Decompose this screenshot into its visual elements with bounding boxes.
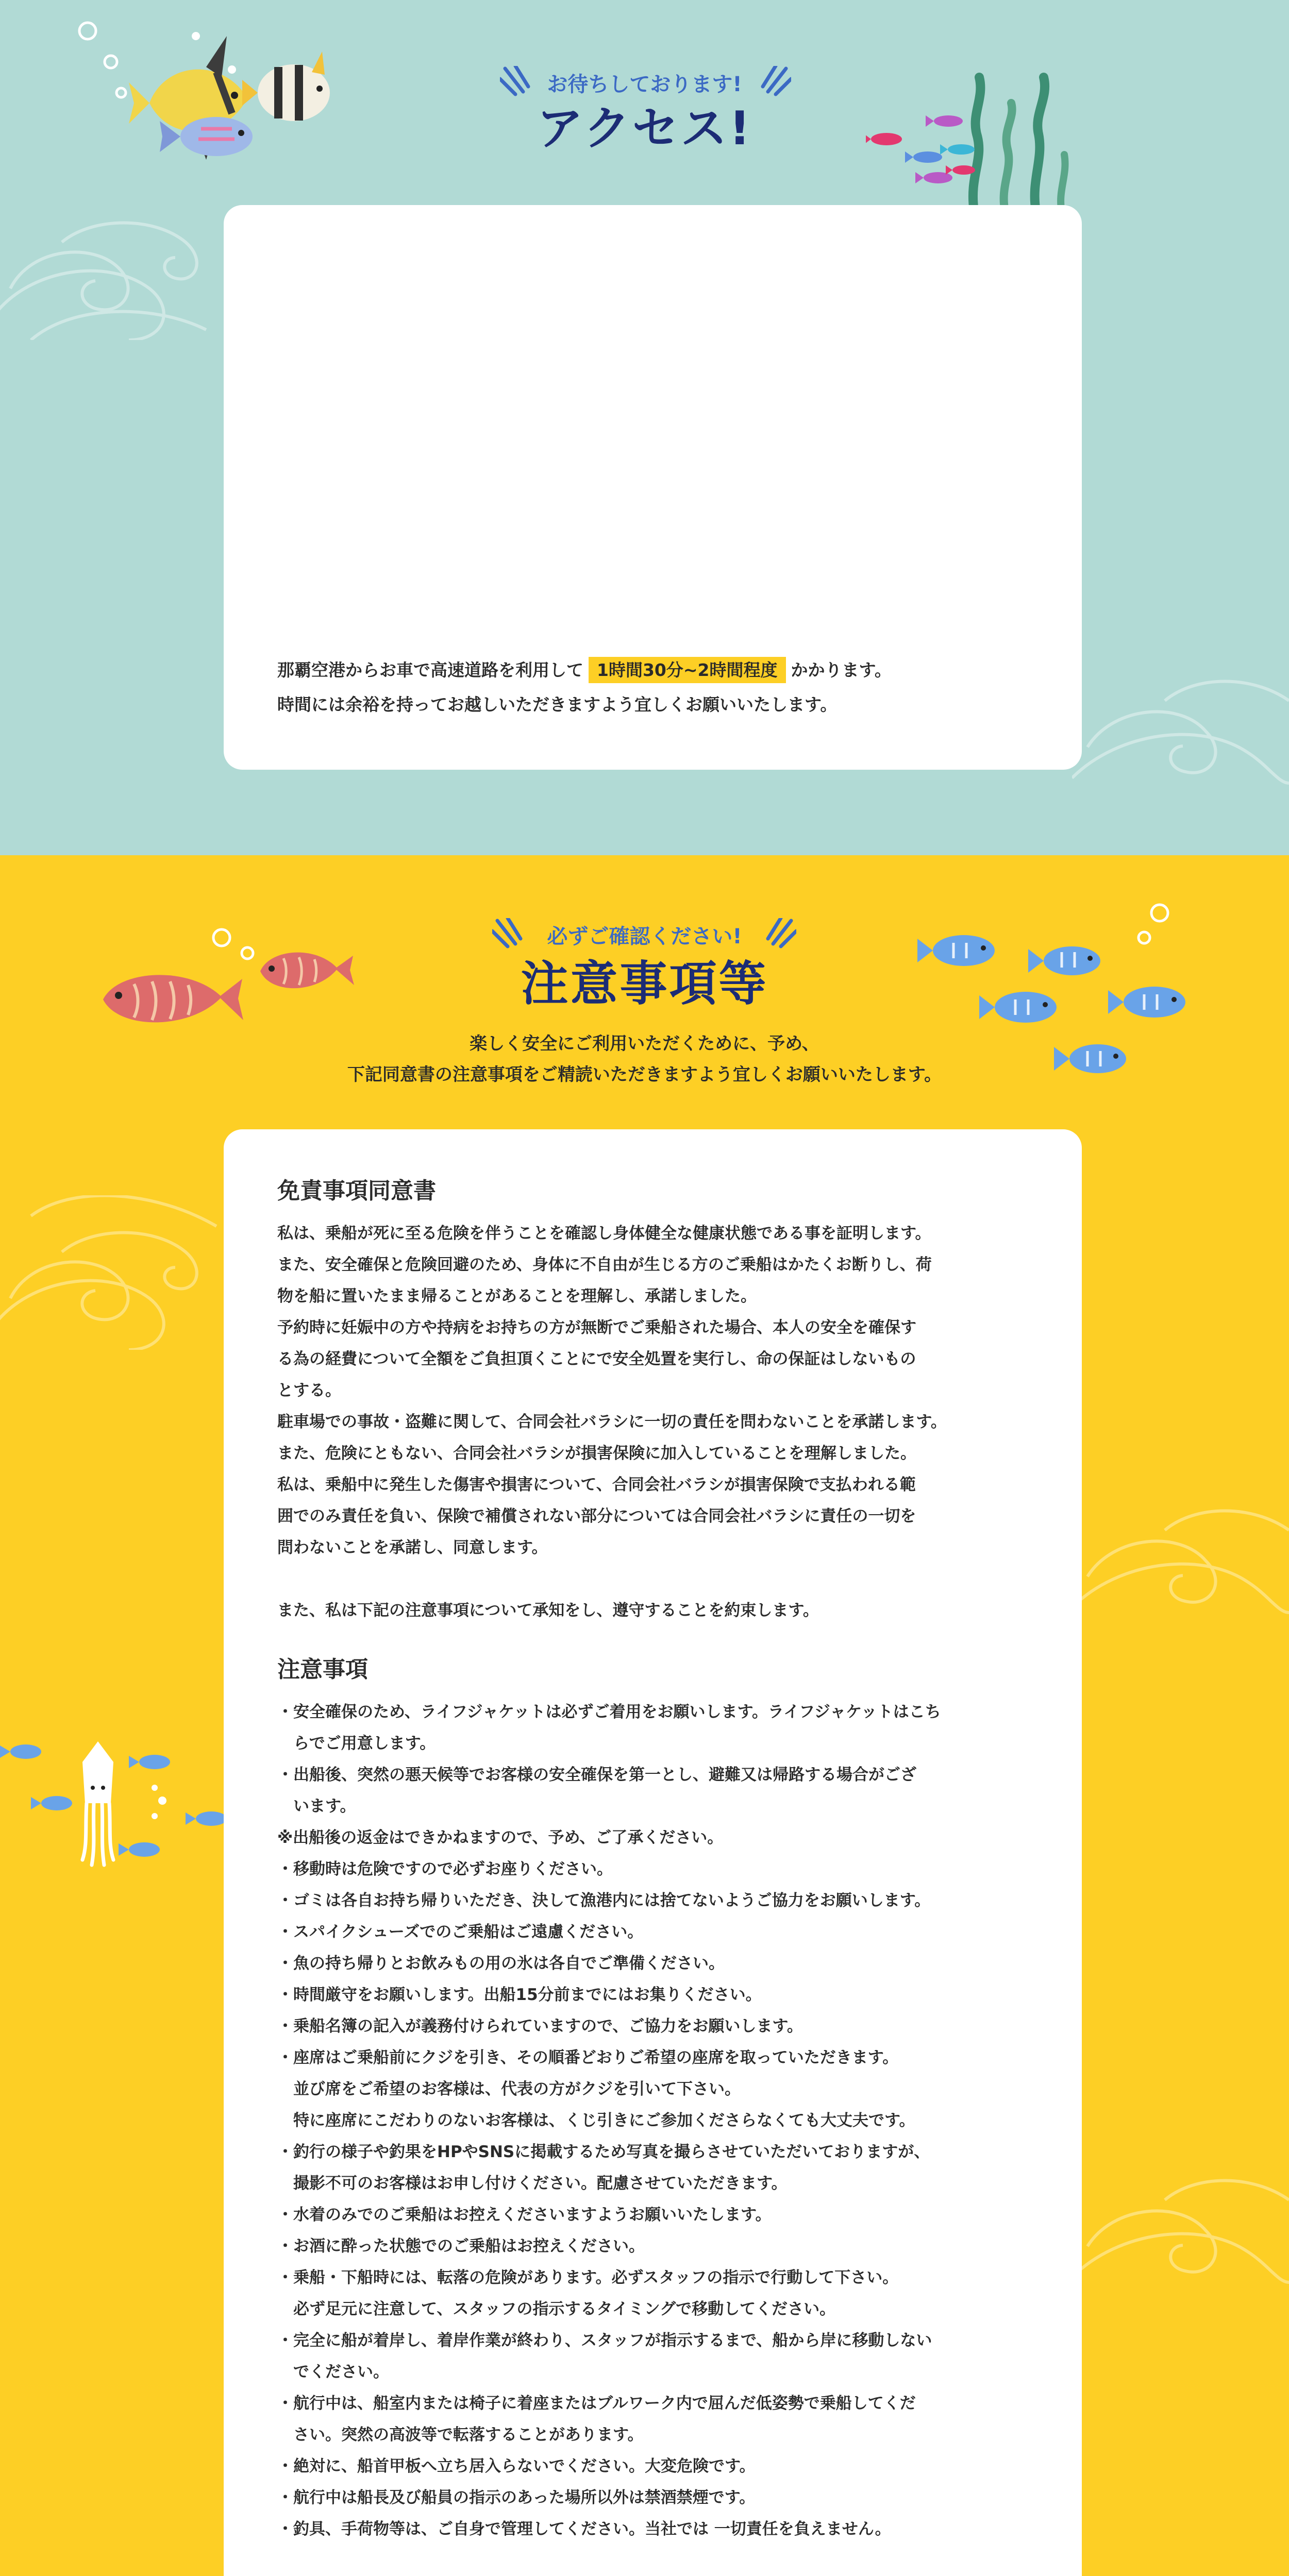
rule-line: 必ず足元に注意して、スタッフの指示するタイミングで移動してください。 xyxy=(277,2300,836,2318)
rule-line: ・安全確保のため、ライフジャケットは必ずご着用をお願いします。ライフジャケットはこち xyxy=(277,1703,941,1721)
waiver-line: る為の経費について全額をご負担頂くことにで安全処置を実行し、命の保証はしないもの xyxy=(277,1350,916,1368)
rule-line: ・完全に船が着岸し、着岸作業が終わり、スタッフが指示するまで、船から岸に移動しない xyxy=(277,2331,932,2350)
travel-time-highlight: 1時間30分~2時間程度 xyxy=(589,657,786,683)
access-travel-time xyxy=(277,655,892,686)
waiver-line: 私は、乗船が死に至る危険を伴うことを確認し身体健全な健康状態である事を証明します。 xyxy=(277,1224,931,1243)
travel-time-prefix: 那覇空港からお車で高速道路を利用して xyxy=(277,660,583,680)
rule-line: ・出船後、突然の悪天候等でお客様の安全確保を第一とし、避難又は帰路する場合がござ xyxy=(277,1766,916,1784)
notice-intro-line2: 下記同意書の注意事項をご精読いただきますよう宜しくお願いいたします。 xyxy=(347,1064,942,1085)
rule-line: らでご用意します。 xyxy=(277,1734,436,1753)
notice-eyebrow: 必ずご確認ください! xyxy=(547,925,742,948)
travel-time-suffix: かかります。 xyxy=(791,660,892,680)
rule-line: でください。 xyxy=(277,2363,389,2381)
notice-intro-line1: 楽しく安全にご利用いただくために、予め、 xyxy=(470,1033,819,1054)
waiver-line: 問わないことを承諾し、同意します。 xyxy=(277,1538,548,1557)
rule-line: ・移動時は危険ですので必ずお座りください。 xyxy=(277,1860,613,1878)
spacer xyxy=(277,1564,1028,1595)
rules-heading: 注意事項 xyxy=(277,1656,368,1683)
wave-pattern-right xyxy=(1072,654,1289,788)
waiver-line: 私は、乗船中に発生した傷害や損害について、合同会社バラシが損害保険で支払われる範 xyxy=(277,1476,916,1494)
rule-line: 特に座席にこだわりのないお客様は、くじ引きにご参加くださらなくても大丈夫です。 xyxy=(277,2111,915,2130)
rule-line: ※出船後の返金はできかねますので、予め、ご了承ください。 xyxy=(277,1828,724,1847)
rule-line: ・ゴミは各自お持ち帰りいただき、決して漁港内には捨てないようご協力をお願いします。 xyxy=(277,1891,931,1910)
rule-line: います。 xyxy=(277,1797,356,1816)
access-section xyxy=(0,0,1289,855)
waiver-body xyxy=(277,1218,1028,1626)
rule-line: ・乗船名簿の記入が義務付けられていますので、ご協力をお願いします。 xyxy=(277,2017,803,2036)
waiver-line: 駐車場での事故・盗難に関して、合同会社バラシに一切の責任を問わないことを承諾します。 xyxy=(277,1413,947,1431)
rule-line: ・魚の持ち帰りとお飲みもの用の氷は各自でご準備ください。 xyxy=(277,1954,725,1973)
waiver-line: 予約時に妊娠中の方や持病をお持ちの方が無断でご乗船された場合、本人の安全を確保す xyxy=(277,1318,916,1337)
waiver-line: 物を船に置いたまま帰ることがあることを理解し、承諾しました。 xyxy=(277,1287,757,1306)
waiver-heading: 免責事項同意書 xyxy=(277,1178,436,1204)
rule-line: 並び席をご希望のお客様は、代表の方がクジを引いて下さい。 xyxy=(277,2080,741,2098)
rules-body xyxy=(277,1697,1028,2545)
wave-pattern-right xyxy=(1072,1484,1289,1638)
waiver-line: また、安全確保と危険回避のため、身体に不自由が生じる方のご乗船はかたくお断りし、荷 xyxy=(277,1256,932,1274)
wave-pattern-right-lower xyxy=(1072,2154,1289,2308)
rule-line: ・釣行の様子や釣果をHPやSNSに掲載するため写真を撮らさせていただいておりますが、 xyxy=(277,2143,930,2161)
rule-line: ・絶対に、船首甲板へ立ち居入らないでください。大変危険です。 xyxy=(277,2457,756,2476)
rule-line: ・航行中は船長及び船員の指示のあった場所以外は禁酒禁煙です。 xyxy=(277,2488,756,2507)
rule-line: ・時間厳守をお願いします。出船15分前までにはお集りください。 xyxy=(277,1986,762,2004)
rule-line: 撮影不可のお客様はお申し付けください。配慮させていただきます。 xyxy=(277,2174,788,2193)
squid-icon xyxy=(0,1731,242,1886)
rule-line: ・スパイクシューズでのご乗船はご遠慮ください。 xyxy=(277,1923,644,1941)
waiver-line: とする。 xyxy=(277,1381,341,1400)
rule-line: ・お酒に酔った状態でのご乗船はお控えください。 xyxy=(277,2237,645,2256)
wave-pattern-left xyxy=(0,1195,222,1350)
access-note: 時間には余裕を持ってお越しいただきますよう宜しくお願いいたします。 xyxy=(277,694,838,715)
rule-line: ・座席はご乗船前にクジを引き、その順番どおりご希望の座席を取っていただきます。 xyxy=(277,2048,899,2067)
notice-section xyxy=(0,855,1289,2576)
rule-line: さい。突然の高波等で転落することがあります。 xyxy=(277,2426,644,2444)
waiver-line: また、私は下記の注意事項について承知をし、遵守することを約束します。 xyxy=(277,1601,819,1620)
access-card xyxy=(224,205,1082,770)
notice-title: 注意事項等 xyxy=(521,956,768,1011)
access-title: アクセス! xyxy=(537,101,752,156)
wave-pattern-left xyxy=(0,185,216,340)
waiver-line: また、危険にともない、合同会社バラシが損害保険に加入していることを理解しました。 xyxy=(277,1444,916,1463)
map-area xyxy=(224,205,1082,633)
waiver-line: 囲でのみ責任を負い、保険で補償されない部分については合同会社バラシに責任の一切を xyxy=(277,1507,916,1526)
rule-line: ・釣具、手荷物等は、ご自身で管理してください。当社では 一切責任を負えません。 xyxy=(277,2520,891,2538)
rule-line: ・水着のみでのご乗船はお控えくださいますようお願いいたします。 xyxy=(277,2206,772,2224)
rule-line: ・航行中は、船室内または椅子に着座またはブルワーク内で屈んだ低姿勢で乗船してくだ xyxy=(277,2394,916,2413)
rule-line: ・乗船・下船時には、転落の危険があります。必ずスタッフの指示で行動して下さい。 xyxy=(277,2268,899,2287)
access-eyebrow: お待ちしております! xyxy=(547,73,742,96)
notice-card xyxy=(224,1129,1082,2576)
